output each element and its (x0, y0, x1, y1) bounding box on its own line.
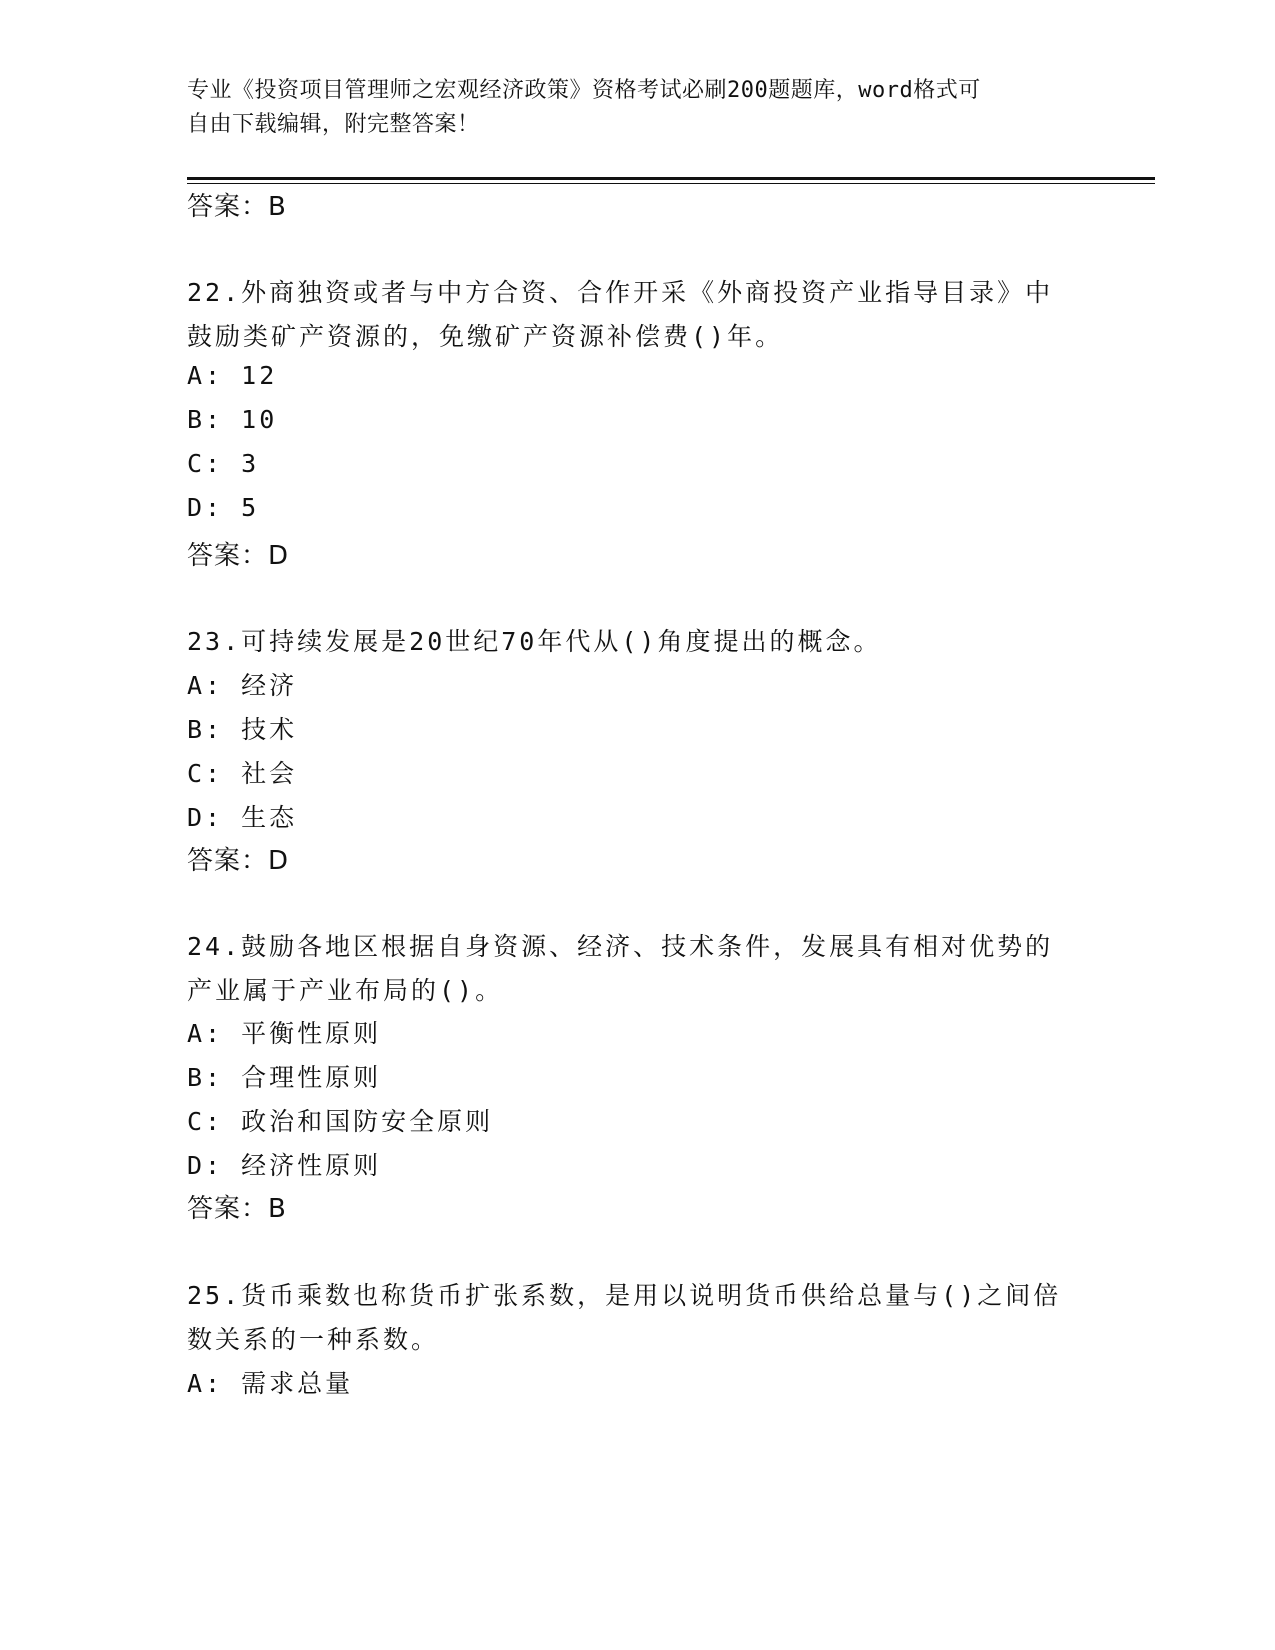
question-23-option-d: D: 生态 (187, 803, 298, 832)
header-rule-thick (187, 177, 1155, 180)
header-rule-thin (187, 183, 1155, 184)
header-line-1: 专业《投资项目管理师之宏观经济政策》资格考试必刷200题题库，word格式可 (187, 78, 981, 103)
question-25-stem-line-2: 数关系的一种系数。 (187, 1325, 440, 1354)
header-line-2: 自由下载编辑，附完整答案！ (187, 112, 480, 137)
question-24-answer: 答案：B (187, 1194, 287, 1224)
question-23-stem-line-1: 23.可持续发展是20世纪70年代从()角度提出的概念。 (187, 627, 882, 656)
question-23-answer: 答案：D (187, 846, 290, 876)
question-22-option-d: D: 5 (187, 493, 260, 522)
question-23-option-b: B: 技术 (187, 715, 298, 744)
question-22-answer: 答案：D (187, 541, 290, 571)
question-23-option-c: C: 社会 (187, 759, 298, 788)
question-25-option-a: A: 需求总量 (187, 1369, 354, 1398)
question-22-option-b: B: 10 (187, 405, 278, 434)
question-22-stem-line-1: 22.外商独资或者与中方合资、合作开采《外商投资产业指导目录》中 (187, 278, 1054, 307)
question-24-option-a: A: 平衡性原则 (187, 1019, 382, 1048)
question-22-option-a: A: 12 (187, 361, 278, 390)
question-24-option-d: D: 经济性原则 (187, 1151, 382, 1180)
question-24-stem-line-1: 24.鼓励各地区根据自身资源、经济、技术条件，发展具有相对优势的 (187, 932, 1054, 961)
question-25-stem-line-1: 25.货币乘数也称货币扩张系数，是用以说明货币供给总量与()之间倍 (187, 1281, 1062, 1310)
question-24-stem-line-2: 产业属于产业布局的()。 (187, 976, 504, 1005)
question-24-option-b: B: 合理性原则 (187, 1063, 382, 1092)
question-22-stem-line-2: 鼓励类矿产资源的，免缴矿产资源补偿费()年。 (187, 322, 784, 351)
previous-answer: 答案：B (187, 192, 287, 222)
question-23-option-a: A: 经济 (187, 671, 298, 700)
question-22-option-c: C: 3 (187, 449, 260, 478)
document-header (187, 74, 1067, 142)
question-24-option-c: C: 政治和国防安全原则 (187, 1107, 494, 1136)
